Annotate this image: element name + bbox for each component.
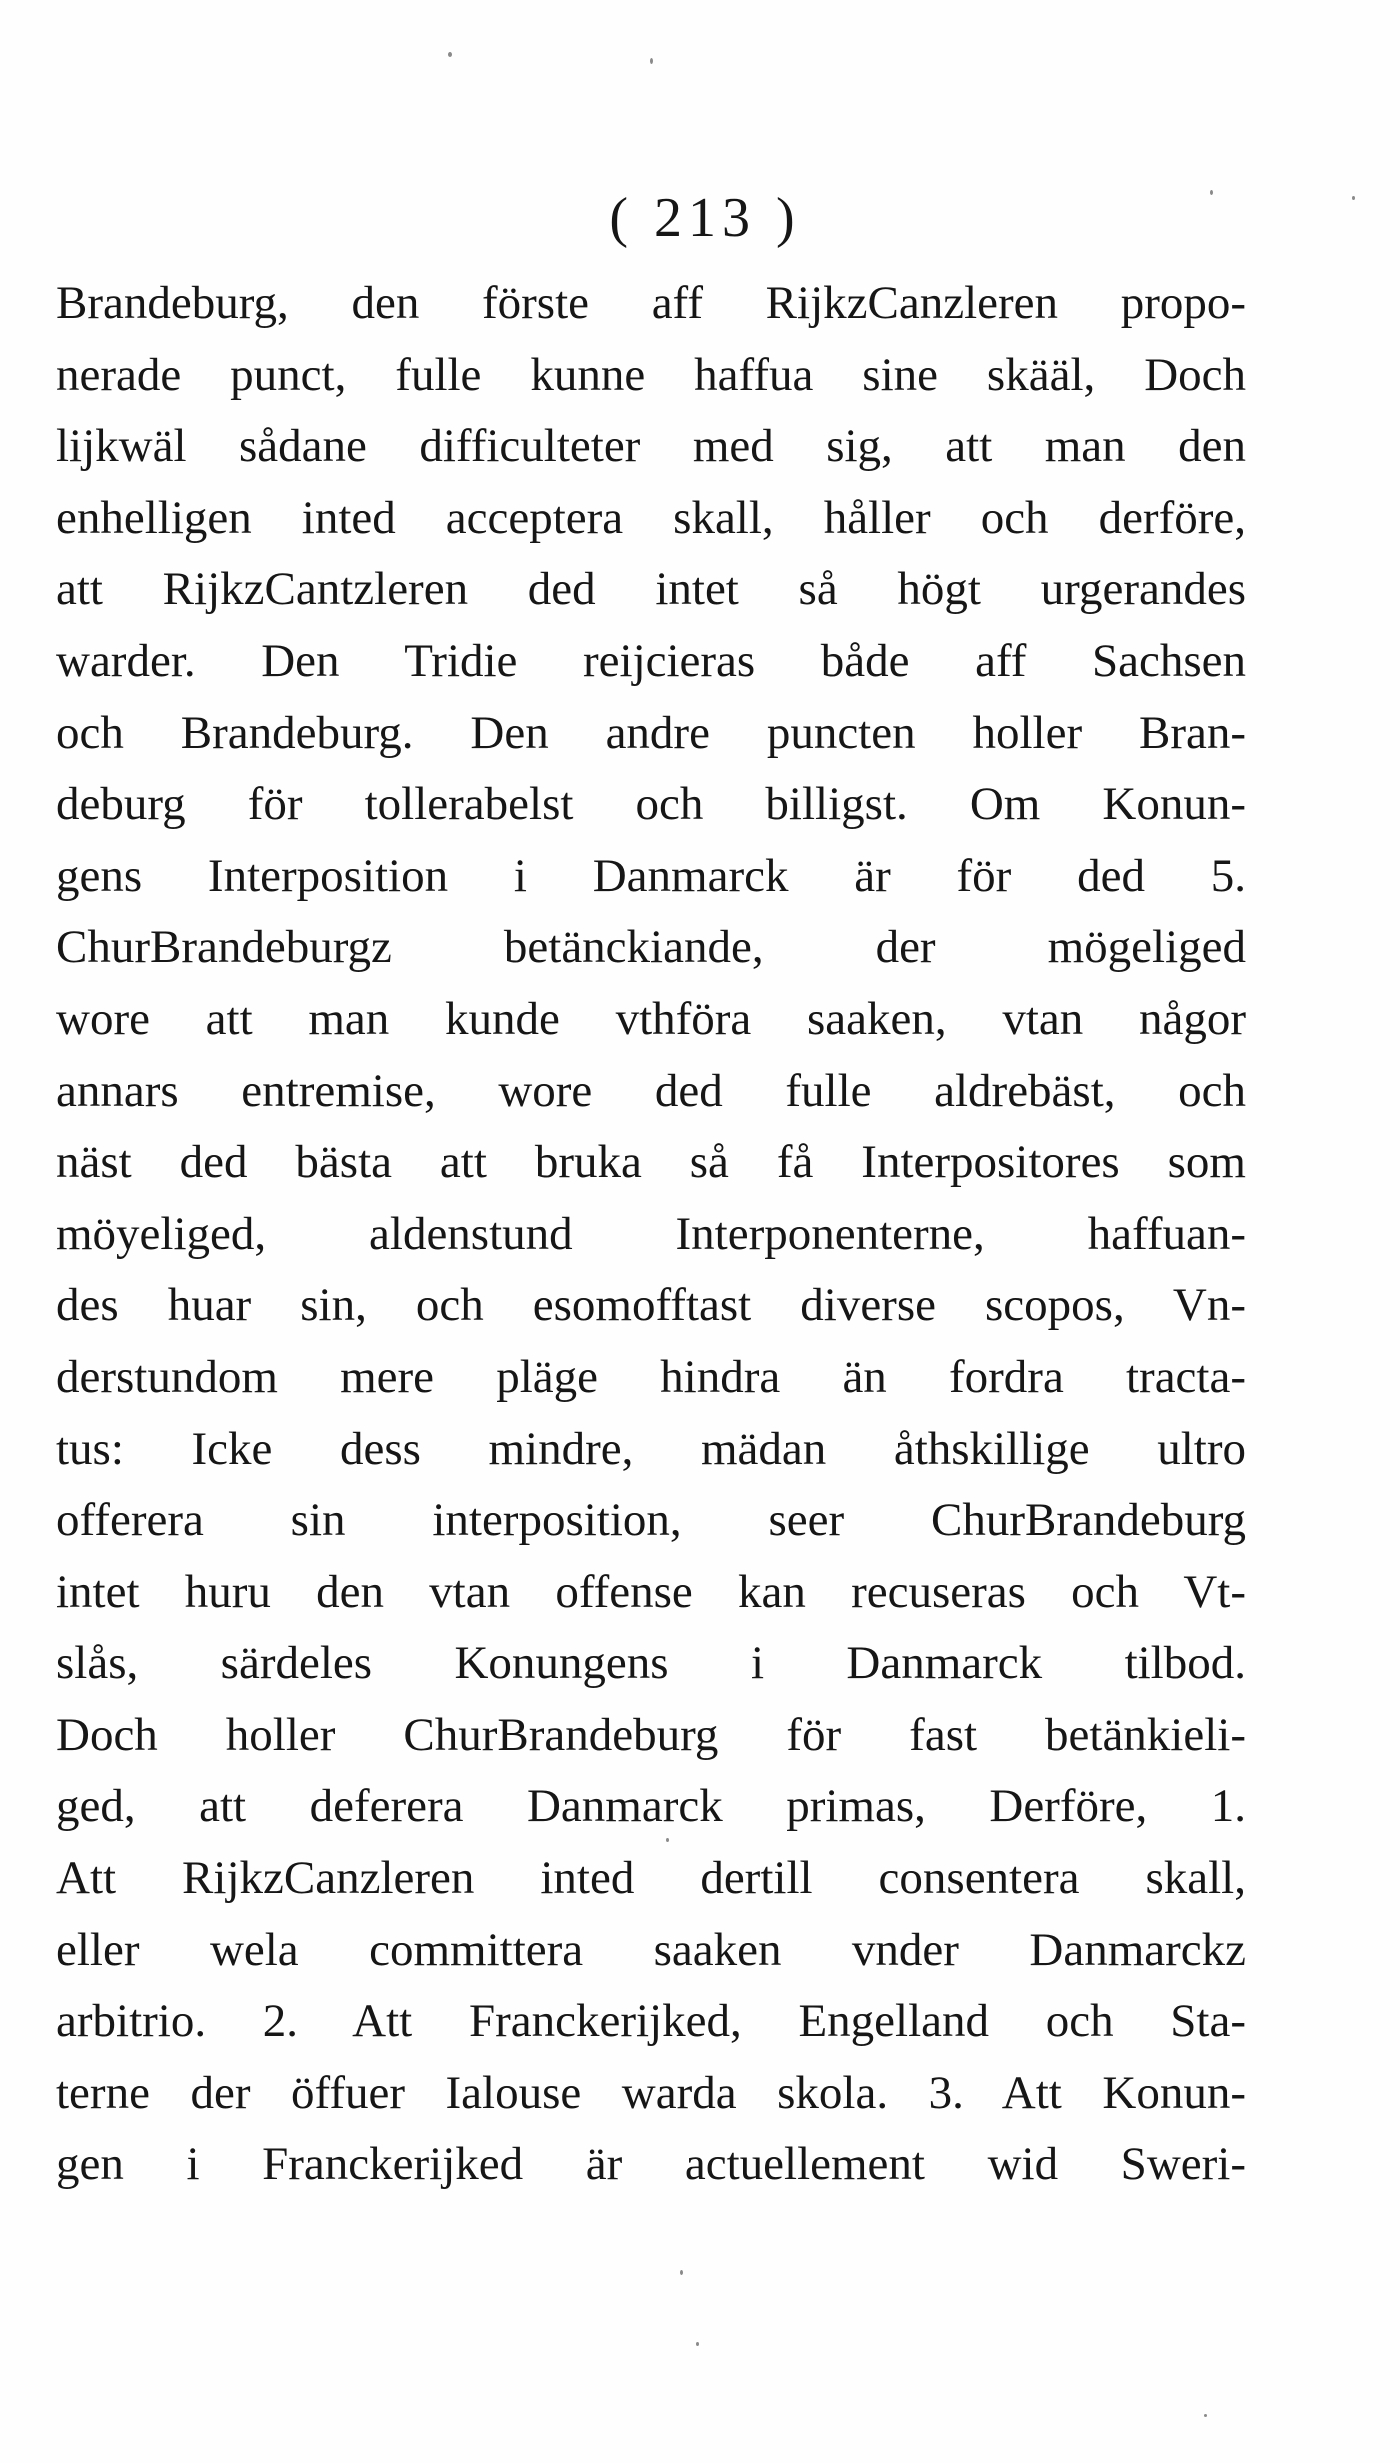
- body-text: [56, 268, 1246, 2201]
- text-line: Doch holler ChurBrandeburg för fast betänkieli-: [56, 1708, 1246, 1761]
- text-line: ChurBrandeburgz betänckiande, der mögeliged: [56, 921, 1246, 974]
- text-line: arbitrio. 2. Att Franckerijked, Engelland och Sta-: [56, 1995, 1246, 2048]
- text-line: ged, att deferera Danmarck primas, Derföre, 1.: [56, 1780, 1246, 1833]
- text-line: deburg för tollerabelst och billigst. Om Konun-: [56, 778, 1246, 831]
- text-line: näst ded bästa att bruka så få Interpositores som: [56, 1136, 1246, 1189]
- text-line: des huar sin, och esomofftast diverse scopos, Vn-: [56, 1279, 1246, 1332]
- text-line: eller wela committera saaken vnder Danmarckz: [56, 1923, 1246, 1976]
- text-line: Brandeburg, den förste aff RijkzCanzleren propo-: [56, 277, 1246, 329]
- text-line: Att RijkzCanzleren inted dertill consentera skall,: [56, 1852, 1246, 1905]
- text-line: tus: Icke dess mindre, mädan åthskillige ultro: [56, 1422, 1246, 1475]
- text-line: offerera sin interposition, seer ChurBrandeburg: [56, 1494, 1246, 1547]
- text-line: lijkwäl sådane difficulteter med sig, att man den: [56, 420, 1246, 473]
- scan-speck: [696, 2342, 699, 2346]
- scan-speck: [1210, 190, 1213, 195]
- scan-speck: [1352, 196, 1355, 200]
- scan-speck: [1204, 2414, 1207, 2417]
- text-line: enhelligen inted acceptera skall, håller och derföre,: [56, 491, 1246, 544]
- scan-speck: [448, 52, 452, 57]
- text-line: och Brandeburg. Den andre puncten holler Bran-: [56, 706, 1246, 759]
- text-line: slås, särdeles Konungens i Danmarck tilbod.: [56, 1637, 1246, 1690]
- text-line: gen i Franckerijked är actuellement wid Sweri-: [56, 2138, 1246, 2191]
- page-number: ( 213 ): [609, 187, 801, 249]
- text-line: derstundom mere pläge hindra än fordra tracta-: [56, 1350, 1246, 1403]
- text-line: terne der öffuer Ialouse warda skola. 3. Att Konun-: [56, 2066, 1246, 2119]
- text-line: gens Interposition i Danmarck är för ded 5.: [56, 849, 1246, 902]
- scan-speck: [666, 1838, 669, 1842]
- text-line: warder. Den Tridie reijcieras både aff Sachsen: [56, 634, 1246, 687]
- scan-speck: [680, 2270, 683, 2275]
- text-line: att RijkzCantzleren ded intet så högt urgerandes: [56, 563, 1246, 616]
- text-line: intet huru den vtan offense kan recuseras och Vt-: [56, 1565, 1246, 1618]
- text-line: wore att man kunde vthföra saaken, vtan någor: [56, 992, 1246, 1045]
- text-line: möyeliged, aldenstund Interponenterne, haffuan-: [56, 1207, 1246, 1260]
- text-line: nerade punct, fulle kunne haffua sine skääl, Doch: [56, 348, 1246, 401]
- scan-speck: [650, 58, 653, 64]
- text-line: annars entremise, wore ded fulle aldrebäst, och: [56, 1064, 1246, 1117]
